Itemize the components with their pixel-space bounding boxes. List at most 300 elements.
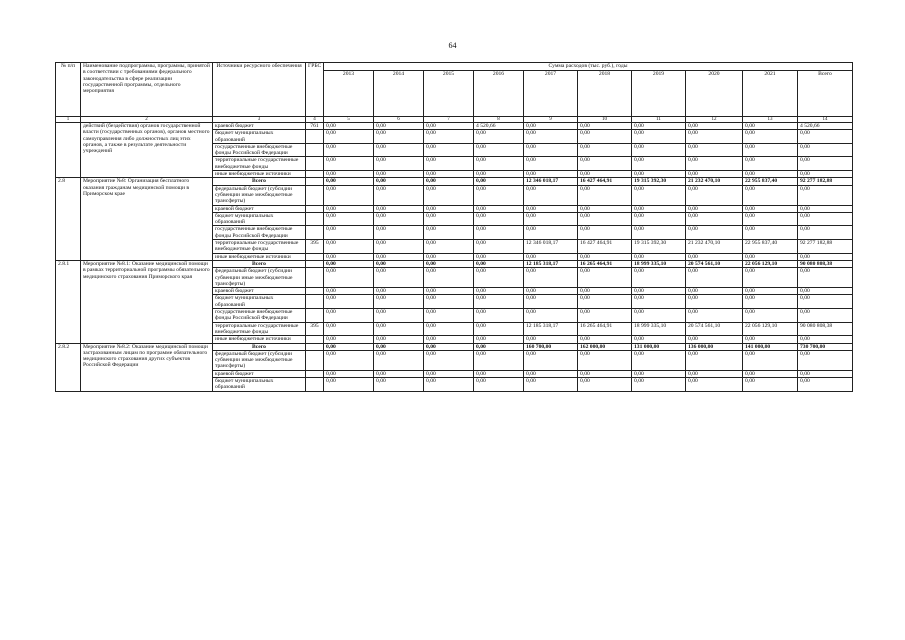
header-index-cell: 2	[81, 117, 213, 123]
amount-cell: 0,00	[374, 350, 424, 370]
header-index-cell: 14	[798, 117, 853, 123]
grbs-code	[306, 295, 324, 309]
amount-cell: 0,00	[474, 212, 524, 226]
amount-cell: 0,00	[374, 268, 424, 288]
row-number: 2.8	[56, 178, 81, 261]
header-year: 2016	[474, 71, 524, 117]
grbs-code	[306, 260, 324, 267]
amount-cell: 0,00	[474, 178, 524, 185]
amount-cell: 92 277 182,88	[798, 178, 853, 185]
amount-cell: 0,00	[424, 288, 474, 295]
amount-cell: 0,00	[686, 157, 743, 171]
header-index-cell: 4	[306, 117, 324, 123]
funding-source: бюджет муниципальных образований	[213, 212, 306, 226]
amount-cell: 0,00	[374, 123, 424, 130]
header-year: 2021	[743, 71, 798, 117]
amount-cell: 0,00	[524, 157, 578, 171]
header-year: 2020	[686, 71, 743, 117]
amount-cell: 90 080 808,38	[798, 260, 853, 267]
amount-cell: 0,00	[743, 130, 798, 144]
amount-cell: 0,00	[474, 171, 524, 178]
grbs-code	[306, 377, 324, 391]
amount-cell: 0,00	[686, 253, 743, 260]
funding-source: иные внебюджетные источники	[213, 253, 306, 260]
amount-cell: 4 520,66	[474, 123, 524, 130]
amount-cell: 0,00	[632, 171, 686, 178]
funding-source: Всего	[213, 343, 306, 350]
amount-cell: 0,00	[578, 171, 632, 178]
funding-source: краевой бюджет	[213, 205, 306, 212]
amount-cell: 0,00	[524, 143, 578, 157]
amount-cell: 0,00	[324, 370, 374, 377]
amount-cell: 0,00	[743, 295, 798, 309]
amount-cell: 0,00	[686, 185, 743, 205]
funding-source: федеральный бюджет (субсидии субвенции иные межбюджетные трансферты)	[213, 350, 306, 370]
amount-cell: 0,00	[578, 309, 632, 323]
grbs-code	[306, 350, 324, 370]
amount-cell: 0,00	[524, 171, 578, 178]
page-number: 64	[448, 41, 457, 50]
amount-cell: 0,00	[743, 370, 798, 377]
amount-cell: 0,00	[374, 212, 424, 226]
amount-cell: 0,00	[424, 212, 474, 226]
amount-cell: 0,00	[743, 350, 798, 370]
amount-cell: 0,00	[474, 336, 524, 343]
header-num: № п/п	[56, 63, 81, 117]
amount-cell: 0,00	[632, 130, 686, 144]
amount-cell: 0,00	[686, 370, 743, 377]
amount-cell: 0,00	[686, 171, 743, 178]
header-index-cell: 5	[324, 117, 374, 123]
funding-source: краевой бюджет	[213, 288, 306, 295]
amount-cell: 18 999 335,10	[632, 322, 686, 336]
grbs-code	[306, 212, 324, 226]
amount-cell: 0,00	[474, 240, 524, 254]
amount-cell: 0,00	[374, 185, 424, 205]
amount-cell: 0,00	[324, 130, 374, 144]
amount-cell: 0,00	[798, 268, 853, 288]
funding-source: иные внебюджетные источники	[213, 336, 306, 343]
amount-cell: 0,00	[474, 343, 524, 350]
grbs-code	[306, 268, 324, 288]
amount-cell: 0,00	[424, 322, 474, 336]
grbs-code	[306, 343, 324, 350]
amount-cell: 0,00	[578, 130, 632, 144]
amount-cell: 0,00	[374, 295, 424, 309]
amount-cell: 0,00	[324, 240, 374, 254]
amount-cell: 0,00	[374, 157, 424, 171]
amount-cell: 0,00	[324, 260, 374, 267]
amount-cell: 0,00	[474, 288, 524, 295]
amount-cell: 0,00	[524, 295, 578, 309]
amount-cell: 22 955 837,40	[743, 240, 798, 254]
amount-cell: 0,00	[743, 288, 798, 295]
amount-cell: 0,00	[424, 226, 474, 240]
header-index-cell: 10	[578, 117, 632, 123]
funding-source: государственные внебюджетные фонды Российской Федерации	[213, 143, 306, 157]
amount-cell: 20 574 561,10	[686, 260, 743, 267]
amount-cell: 0,00	[798, 226, 853, 240]
amount-cell: 0,00	[324, 171, 374, 178]
amount-cell: 0,00	[324, 178, 374, 185]
amount-cell: 0,00	[798, 157, 853, 171]
amount-cell: 0,00	[424, 377, 474, 391]
amount-cell: 0,00	[324, 336, 374, 343]
amount-cell: 12 185 318,17	[524, 260, 578, 267]
row-number: 2.8.1	[56, 260, 81, 343]
amount-cell: 0,00	[524, 309, 578, 323]
amount-cell: 0,00	[524, 130, 578, 144]
funding-source: бюджет муниципальных образований	[213, 377, 306, 391]
amount-cell: 0,00	[578, 370, 632, 377]
amount-cell: 0,00	[743, 309, 798, 323]
amount-cell: 19 315 392,30	[632, 240, 686, 254]
amount-cell: 0,00	[424, 171, 474, 178]
amount-cell: 0,00	[474, 143, 524, 157]
total-row	[56, 343, 853, 350]
total-row	[56, 178, 853, 185]
amount-cell: 0,00	[424, 143, 474, 157]
amount-cell: 22 056 129,10	[743, 322, 798, 336]
activity-name: Мероприятие №8: Организация бесплатного оказания гражданам медицинской помощи в Приморском крае	[81, 178, 213, 261]
amount-cell: 0,00	[424, 205, 474, 212]
header-year: 2018	[578, 71, 632, 117]
amount-cell: 0,00	[474, 260, 524, 267]
amount-cell: 0,00	[578, 185, 632, 205]
amount-cell: 0,00	[524, 350, 578, 370]
grbs-code: 395	[306, 322, 324, 336]
amount-cell: 22 056 129,10	[743, 260, 798, 267]
amount-cell: 0,00	[632, 253, 686, 260]
amount-cell: 0,00	[524, 377, 578, 391]
amount-cell: 0,00	[424, 336, 474, 343]
amount-cell: 0,00	[374, 370, 424, 377]
amount-cell: 0,00	[798, 130, 853, 144]
amount-cell: 0,00	[743, 143, 798, 157]
amount-cell: 0,00	[798, 309, 853, 323]
amount-cell: 0,00	[324, 295, 374, 309]
amount-cell: 0,00	[578, 205, 632, 212]
header-index-cell: 8	[474, 117, 524, 123]
header-index-cell: 7	[424, 117, 474, 123]
amount-cell: 0,00	[324, 288, 374, 295]
amount-cell: 0,00	[324, 157, 374, 171]
amount-cell: 0,00	[374, 226, 424, 240]
funding-source: Всего	[213, 178, 306, 185]
amount-cell: 0,00	[632, 185, 686, 205]
header-index-cell: 3	[213, 117, 306, 123]
amount-cell: 0,00	[524, 288, 578, 295]
amount-cell: 16 265 464,91	[578, 322, 632, 336]
funding-source: краевой бюджет	[213, 123, 306, 130]
amount-cell: 0,00	[798, 336, 853, 343]
amount-cell: 0,00	[578, 268, 632, 288]
expenditure-table	[55, 62, 853, 392]
funding-source: территориальные государственные внебюджетные фонды	[213, 157, 306, 171]
amount-cell: 0,00	[686, 226, 743, 240]
amount-cell: 0,00	[324, 123, 374, 130]
funding-source: государственные внебюджетные фонды Российской Федерации	[213, 309, 306, 323]
amount-cell: 0,00	[798, 377, 853, 391]
header-index-cell: 6	[374, 117, 424, 123]
grbs-code	[306, 205, 324, 212]
amount-cell: 0,00	[374, 240, 424, 254]
amount-cell: 0,00	[524, 185, 578, 205]
amount-cell: 131 000,00	[632, 343, 686, 350]
amount-cell: 0,00	[374, 143, 424, 157]
funding-source: бюджет муниципальных образований	[213, 130, 306, 144]
amount-cell: 0,00	[374, 336, 424, 343]
amount-cell: 0,00	[686, 309, 743, 323]
amount-cell: 0,00	[798, 205, 853, 212]
amount-cell: 0,00	[798, 370, 853, 377]
amount-cell: 20 574 561,10	[686, 322, 743, 336]
amount-cell: 0,00	[424, 295, 474, 309]
amount-cell: 0,00	[798, 171, 853, 178]
grbs-code	[306, 178, 324, 185]
amount-cell: 0,00	[632, 226, 686, 240]
grbs-code	[306, 336, 324, 343]
header-index-cell: 13	[743, 117, 798, 123]
row-number: 2.8.2	[56, 343, 81, 391]
amount-cell: 0,00	[424, 178, 474, 185]
header-index-cell: 12	[686, 117, 743, 123]
grbs-code	[306, 253, 324, 260]
total-row	[56, 260, 853, 267]
amount-cell: 0,00	[686, 288, 743, 295]
amount-cell: 0,00	[743, 268, 798, 288]
amount-cell: 0,00	[424, 343, 474, 350]
amount-cell: 0,00	[424, 240, 474, 254]
amount-cell: 0,00	[424, 130, 474, 144]
amount-cell: 4 520,66	[798, 123, 853, 130]
funding-source: государственные внебюджетные фонды Российской Федерации	[213, 226, 306, 240]
amount-cell: 0,00	[374, 253, 424, 260]
amount-cell: 0,00	[632, 336, 686, 343]
amount-cell: 0,00	[632, 123, 686, 130]
amount-cell: 0,00	[524, 212, 578, 226]
amount-cell: 0,00	[743, 377, 798, 391]
grbs-code	[306, 171, 324, 178]
funding-source: краевой бюджет	[213, 370, 306, 377]
amount-cell: 0,00	[374, 260, 424, 267]
header-index-cell: 1	[56, 117, 81, 123]
amount-cell: 0,00	[524, 253, 578, 260]
amount-cell: 0,00	[632, 309, 686, 323]
amount-cell: 0,00	[424, 157, 474, 171]
amount-cell: 0,00	[374, 309, 424, 323]
amount-cell: 0,00	[798, 350, 853, 370]
amount-cell: 0,00	[686, 295, 743, 309]
amount-cell: 0,00	[524, 336, 578, 343]
amount-cell: 0,00	[324, 343, 374, 350]
amount-cell: 0,00	[424, 309, 474, 323]
amount-cell: 0,00	[524, 226, 578, 240]
amount-cell: 19 315 392,30	[632, 178, 686, 185]
amount-cell: 92 277 182,88	[798, 240, 853, 254]
amount-cell: 0,00	[374, 288, 424, 295]
amount-cell: 0,00	[743, 212, 798, 226]
amount-cell: 0,00	[632, 288, 686, 295]
amount-cell: 0,00	[474, 268, 524, 288]
amount-cell: 0,00	[686, 377, 743, 391]
amount-cell: 16 427 464,91	[578, 240, 632, 254]
amount-cell: 0,00	[474, 295, 524, 309]
amount-cell: 0,00	[424, 185, 474, 205]
amount-cell: 0,00	[424, 253, 474, 260]
amount-cell: 0,00	[578, 226, 632, 240]
grbs-code	[306, 185, 324, 205]
header-year: Всего	[798, 71, 853, 117]
amount-cell: 136 000,00	[686, 343, 743, 350]
amount-cell: 0,00	[324, 143, 374, 157]
header-sum-group: Сумма расходов (тыс. руб.), годы	[324, 63, 853, 71]
amount-cell: 0,00	[374, 130, 424, 144]
amount-cell: 0,00	[374, 171, 424, 178]
amount-cell: 0,00	[578, 157, 632, 171]
amount-cell: 0,00	[374, 178, 424, 185]
amount-cell: 90 080 808,38	[798, 322, 853, 336]
amount-cell: 0,00	[374, 377, 424, 391]
amount-cell: 0,00	[374, 343, 424, 350]
amount-cell: 21 232 470,10	[686, 178, 743, 185]
header-year: 2015	[424, 71, 474, 117]
amount-cell: 0,00	[686, 212, 743, 226]
amount-cell: 0,00	[474, 157, 524, 171]
header-index-cell: 9	[524, 117, 578, 123]
amount-cell: 0,00	[324, 377, 374, 391]
activity-name: Мероприятие №8.1: Оказание медицинской помощи в рамках территориальной программы обязательного медицинского страхования Приморского края	[81, 260, 213, 343]
amount-cell: 0,00	[474, 253, 524, 260]
amount-cell: 0,00	[798, 143, 853, 157]
amount-cell: 0,00	[324, 309, 374, 323]
amount-cell: 0,00	[424, 260, 474, 267]
grbs-code	[306, 309, 324, 323]
amount-cell: 0,00	[743, 226, 798, 240]
amount-cell: 0,00	[632, 295, 686, 309]
funding-source: федеральный бюджет (субсидии субвенции иные межбюджетные трансферты)	[213, 185, 306, 205]
funding-source: федеральный бюджет (субсидии субвенции иные межбюджетные трансферты)	[213, 268, 306, 288]
funding-source: территориальные государственные внебюджетные фонды	[213, 322, 306, 336]
amount-cell: 21 232 470,10	[686, 240, 743, 254]
amount-cell: 0,00	[374, 205, 424, 212]
header-year: 2013	[324, 71, 374, 117]
amount-cell: 0,00	[474, 322, 524, 336]
amount-cell: 12 346 018,17	[524, 178, 578, 185]
amount-cell: 730 700,00	[798, 343, 853, 350]
funding-source: бюджет муниципальных образований	[213, 295, 306, 309]
header-row-1	[56, 63, 853, 71]
amount-cell: 0,00	[578, 288, 632, 295]
amount-cell: 0,00	[474, 185, 524, 205]
amount-cell: 0,00	[474, 226, 524, 240]
amount-cell: 0,00	[324, 268, 374, 288]
amount-cell: 0,00	[686, 123, 743, 130]
activity-name: действий (бездействия) органов государственной власти (государственных органов), органов местного самоуправления либо должностных лиц этих органов, а также в результате деятельности учреждений	[81, 123, 213, 178]
header-source: Источники ресурсного обеспечения	[213, 63, 306, 117]
amount-cell: 162 000,00	[578, 343, 632, 350]
activity-name: Мероприятие №8.2: Оказание медицинской помощи застрахованным лицам по программе обязательного медицинского страхования других субъектов Российской Федерации	[81, 343, 213, 391]
amount-cell: 16 427 464,91	[578, 178, 632, 185]
grbs-code	[306, 157, 324, 171]
amount-cell: 0,00	[798, 288, 853, 295]
amount-cell: 0,00	[578, 350, 632, 370]
amount-cell: 0,00	[743, 157, 798, 171]
amount-cell: 22 955 837,40	[743, 178, 798, 185]
amount-cell: 0,00	[424, 268, 474, 288]
amount-cell: 0,00	[632, 205, 686, 212]
funding-source: Всего	[213, 260, 306, 267]
amount-cell: 0,00	[578, 377, 632, 391]
header-index-cell: 11	[632, 117, 686, 123]
amount-cell: 0,00	[578, 212, 632, 226]
amount-cell: 0,00	[686, 350, 743, 370]
amount-cell: 0,00	[324, 350, 374, 370]
source-row	[56, 123, 853, 130]
amount-cell: 0,00	[324, 212, 374, 226]
amount-cell: 0,00	[743, 205, 798, 212]
funding-source: иные внебюджетные источники	[213, 171, 306, 178]
amount-cell: 0,00	[474, 350, 524, 370]
row-number	[56, 123, 81, 178]
amount-cell: 0,00	[798, 185, 853, 205]
grbs-code	[306, 143, 324, 157]
amount-cell: 0,00	[474, 370, 524, 377]
header-grbs: ГРБС	[306, 63, 324, 117]
amount-cell: 0,00	[424, 123, 474, 130]
amount-cell: 0,00	[632, 268, 686, 288]
header-name: Наименование подпрограммы, программы, принятой в соответствии с требованиями федерального законодательства в сфере реализации государственной программы, отдельного мероприятия	[81, 63, 213, 117]
amount-cell: 0,00	[474, 309, 524, 323]
amount-cell: 12 346 018,17	[524, 240, 578, 254]
amount-cell: 0,00	[324, 205, 374, 212]
amount-cell: 0,00	[324, 322, 374, 336]
amount-cell: 0,00	[374, 322, 424, 336]
amount-cell: 141 000,00	[743, 343, 798, 350]
amount-cell: 18 999 335,10	[632, 260, 686, 267]
amount-cell: 0,00	[424, 370, 474, 377]
amount-cell: 0,00	[578, 143, 632, 157]
amount-cell: 0,00	[798, 253, 853, 260]
amount-cell: 0,00	[524, 123, 578, 130]
amount-cell: 0,00	[632, 370, 686, 377]
amount-cell: 0,00	[524, 205, 578, 212]
amount-cell: 0,00	[474, 205, 524, 212]
amount-cell: 0,00	[686, 268, 743, 288]
amount-cell: 12 185 318,17	[524, 322, 578, 336]
amount-cell: 0,00	[798, 212, 853, 226]
amount-cell: 0,00	[632, 212, 686, 226]
amount-cell: 0,00	[578, 123, 632, 130]
amount-cell: 0,00	[578, 295, 632, 309]
amount-cell: 0,00	[743, 185, 798, 205]
amount-cell: 160 700,00	[524, 343, 578, 350]
amount-cell: 0,00	[324, 185, 374, 205]
amount-cell: 0,00	[743, 253, 798, 260]
amount-cell: 0,00	[324, 226, 374, 240]
amount-cell: 0,00	[743, 336, 798, 343]
amount-cell: 0,00	[474, 130, 524, 144]
header-year: 2019	[632, 71, 686, 117]
amount-cell: 0,00	[743, 171, 798, 178]
amount-cell: 0,00	[578, 253, 632, 260]
amount-cell: 0,00	[686, 205, 743, 212]
amount-cell: 0,00	[686, 143, 743, 157]
amount-cell: 0,00	[686, 130, 743, 144]
amount-cell: 0,00	[424, 350, 474, 370]
grbs-code	[306, 130, 324, 144]
amount-cell: 0,00	[632, 350, 686, 370]
